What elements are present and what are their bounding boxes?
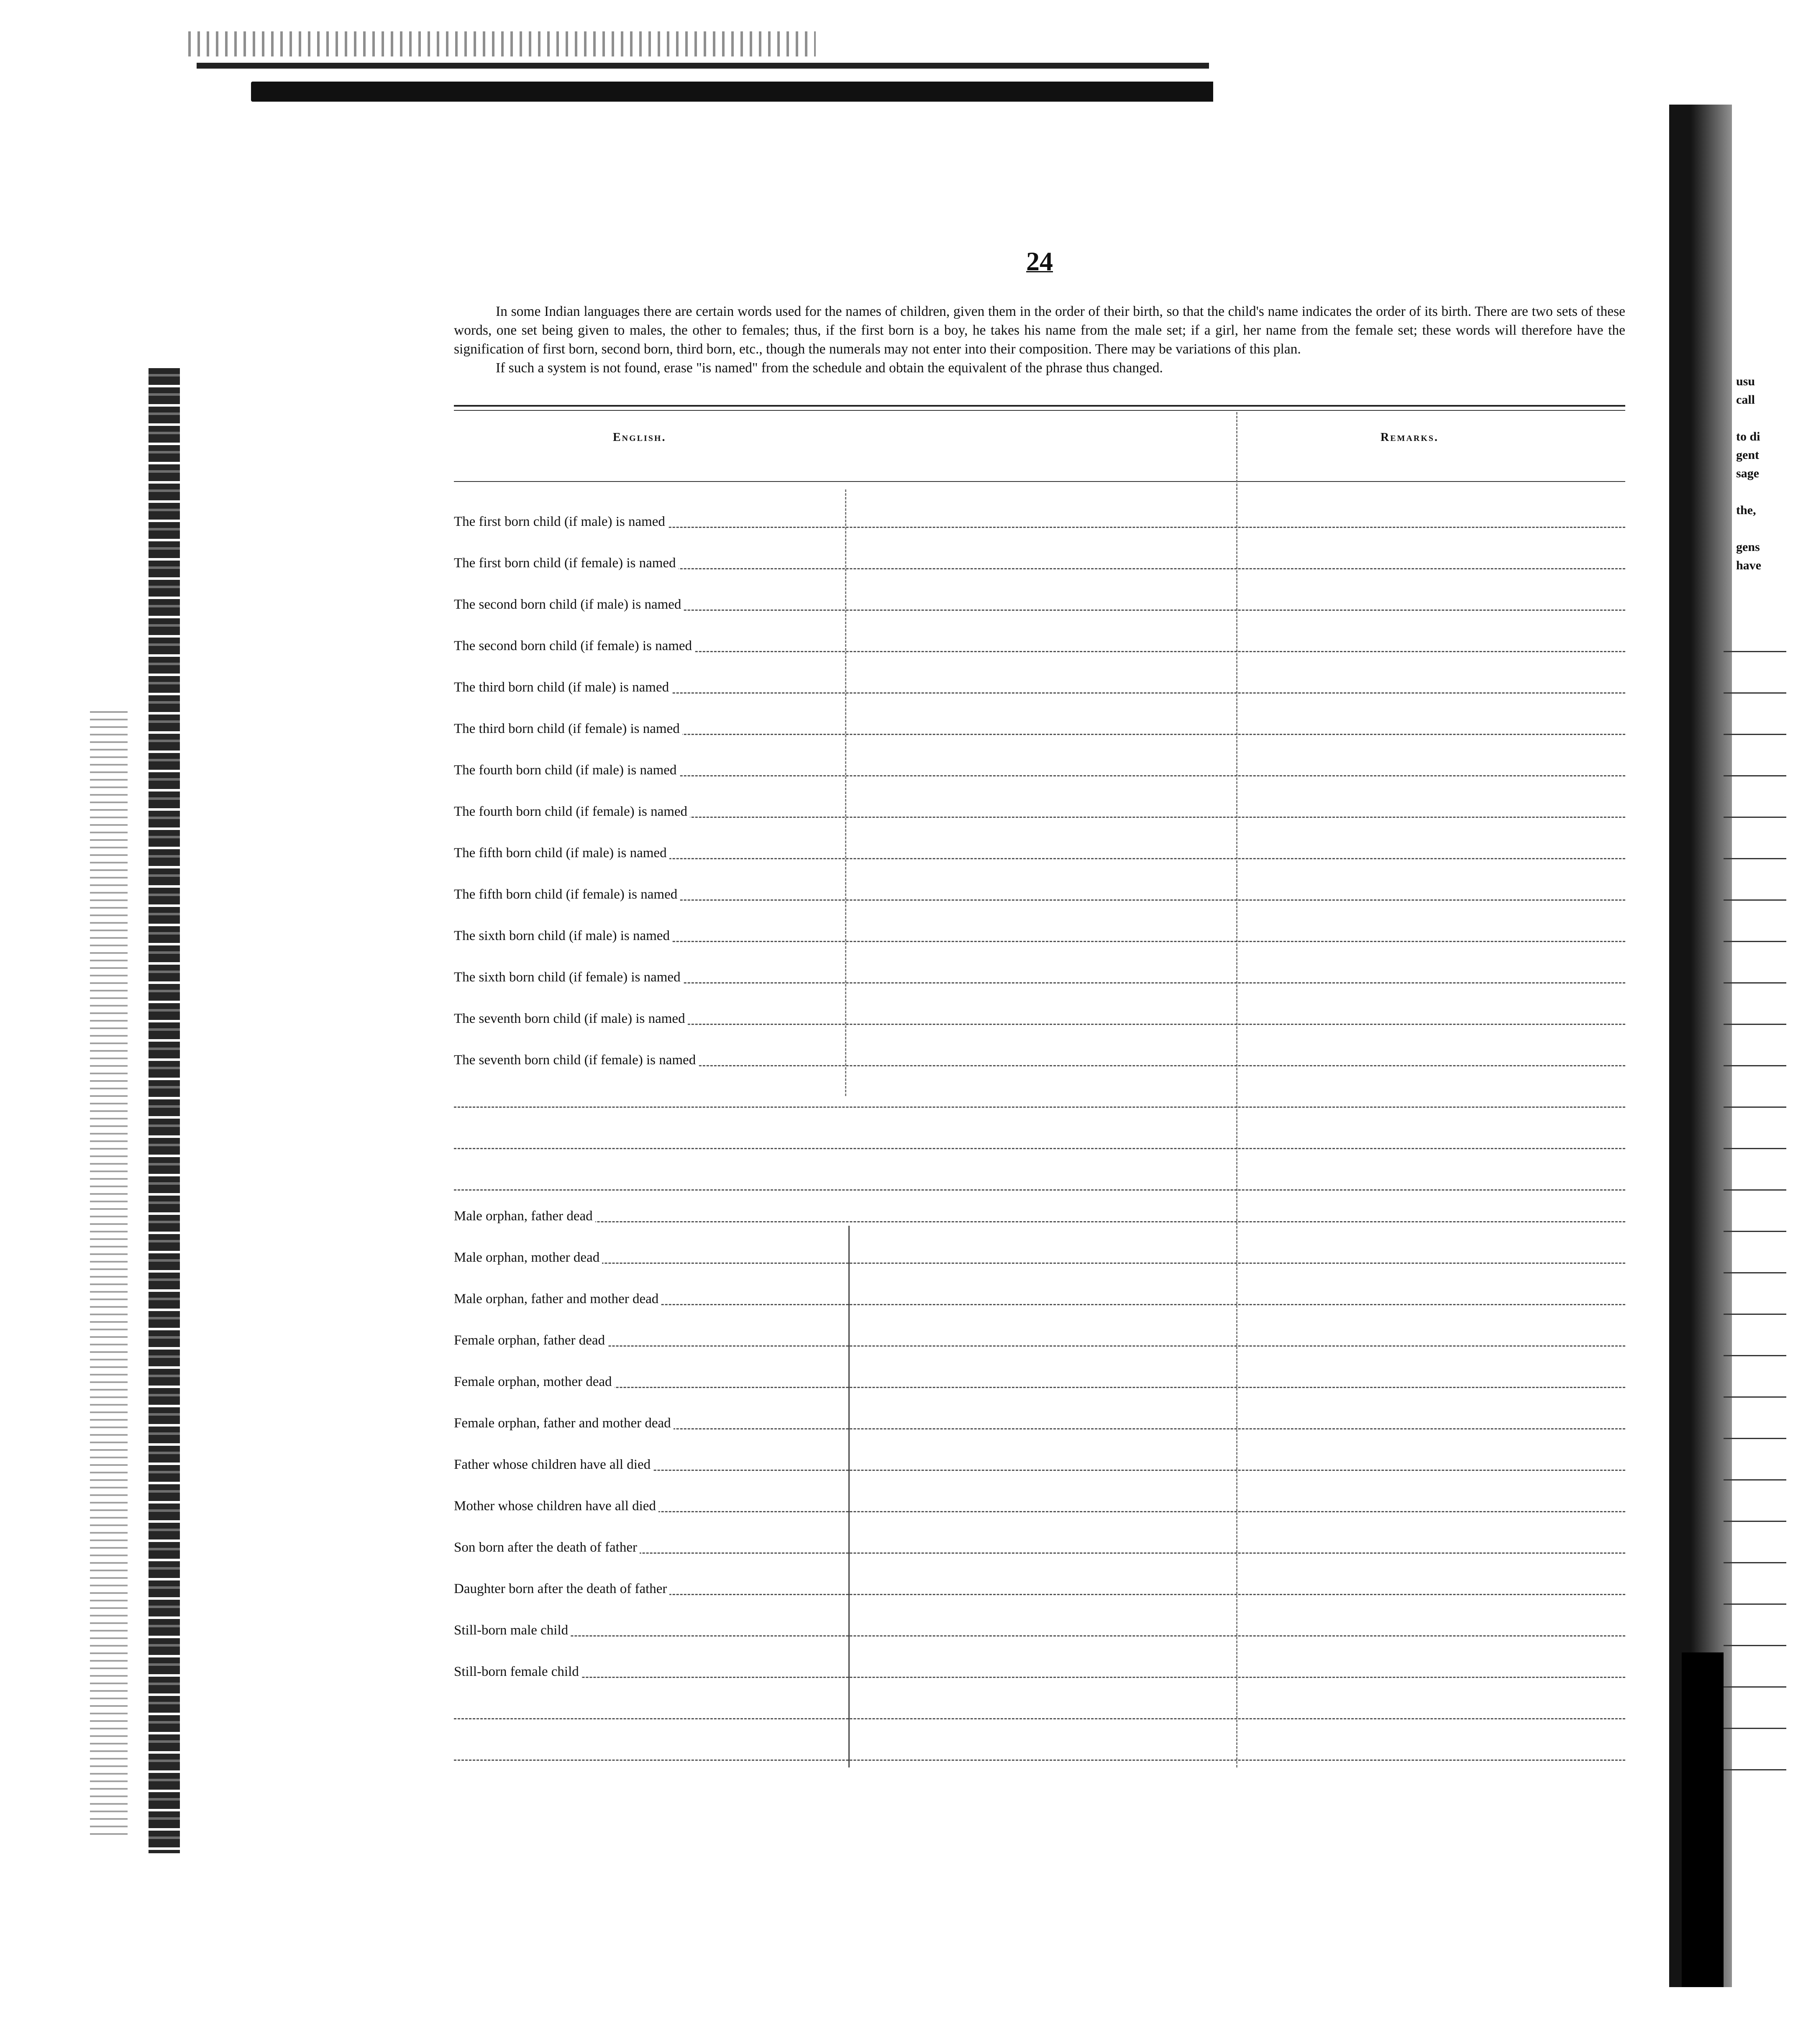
next-page-word — [1736, 409, 1790, 428]
table-row — [454, 991, 1625, 1032]
fill-line — [454, 1263, 1625, 1264]
scan-edge-shadow — [1682, 1652, 1724, 1987]
next-page-word: usu — [1736, 374, 1755, 388]
table-row — [454, 1354, 1625, 1396]
row-label: Male orphan, mother dead — [454, 1250, 602, 1265]
row-label: Male orphan, father dead — [454, 1209, 595, 1224]
table-row — [454, 1644, 1625, 1685]
row-label: Female orphan, father and mother dead — [454, 1416, 674, 1431]
table-row — [454, 1115, 1625, 1157]
fill-line — [454, 1760, 1625, 1761]
scan-edge-shadow — [197, 63, 1209, 69]
row-label: The first born child (if female) is named — [454, 556, 679, 571]
next-page-word: have — [1736, 558, 1761, 572]
row-label: The sixth born child (if female) is named — [454, 970, 683, 985]
table-row — [454, 1726, 1625, 1768]
row-label: Female orphan, father dead — [454, 1333, 607, 1348]
row-label: Still-born male child — [454, 1623, 571, 1638]
scan-edge-shadow — [90, 711, 128, 1841]
fill-line — [454, 1718, 1625, 1719]
row-label: The third born child (if female) is named — [454, 721, 682, 737]
row-label: The first born child (if male) is named — [454, 514, 668, 530]
table-row — [454, 618, 1625, 660]
next-page-word: gens — [1736, 540, 1760, 554]
fill-line — [454, 1148, 1625, 1149]
next-page-word — [1736, 520, 1790, 538]
row-label: Daughter born after the death of father — [454, 1581, 669, 1597]
row-label: The sixth born child (if male) is named — [454, 928, 672, 944]
row-label: The second born child (if female) is named — [454, 638, 694, 654]
intro-text — [454, 302, 1625, 377]
row-label: Male orphan, father and mother dead — [454, 1291, 661, 1307]
table-row — [454, 659, 1625, 701]
table-row — [454, 1073, 1625, 1115]
column-header-remarks: Remarks. — [1381, 431, 1439, 444]
table-row — [454, 1437, 1625, 1478]
next-page-word: the, — [1736, 503, 1756, 517]
table-row — [454, 908, 1625, 950]
table-row — [454, 825, 1625, 867]
fill-line — [454, 1221, 1625, 1222]
row-label: Female orphan, mother dead — [454, 1374, 615, 1390]
table-row — [454, 866, 1625, 908]
table-row — [454, 1312, 1625, 1354]
table-row — [454, 1229, 1625, 1271]
table-row — [454, 1519, 1625, 1561]
row-label: The fourth born child (if male) is named — [454, 763, 679, 778]
row-label: The third born child (if male) is named — [454, 680, 671, 695]
table-row — [454, 742, 1625, 784]
row-label: The fifth born child (if male) is named — [454, 845, 669, 861]
table-row — [454, 1478, 1625, 1520]
table-row — [454, 494, 1625, 535]
row-label: Mother whose children have all died — [454, 1498, 658, 1514]
table-row — [454, 784, 1625, 825]
row-label: The seventh born child (if female) is named — [454, 1053, 698, 1068]
row-label: The fifth born child (if female) is named — [454, 887, 680, 902]
fill-line — [454, 1387, 1625, 1388]
table-top-rule — [454, 405, 1625, 407]
table-row — [454, 1395, 1625, 1437]
scan-smudge — [188, 31, 816, 56]
table-row — [454, 949, 1625, 991]
intro-paragraph: In some Indian languages there are certain words used for the names of children, given them in the order of their birth, so that the child's name indicates the order of its birth. There are two sets of these words, one set being given to males, the other to females; thus, if the first born is a boy, he takes his name from the male set; if a girl, her name from the female set; these words will therefore have the signification of first born, second born, third born, etc., though the numerals may not enter into their composition. There may be variations of this plan. — [454, 304, 1625, 357]
scan-edge-shadow — [251, 82, 1213, 102]
row-label: Father whose children have all died — [454, 1457, 653, 1473]
fill-line — [454, 1677, 1625, 1678]
scan-edge-shadow — [149, 368, 180, 1853]
table-row — [454, 1271, 1625, 1313]
table-row — [454, 1602, 1625, 1644]
fill-line — [454, 1345, 1625, 1347]
table-row — [454, 1685, 1625, 1727]
table-row — [454, 701, 1625, 743]
header-bottom-rule — [454, 481, 1625, 482]
next-page-fragment — [1736, 372, 1790, 575]
intro-paragraph: If such a system is not found, erase "is named" from the schedule and obtain the equivalent of the phrase thus changed. — [496, 360, 1163, 376]
column-header-english: English. — [613, 431, 666, 444]
next-page-word — [1736, 483, 1790, 501]
row-label: The seventh born child (if male) is named — [454, 1011, 688, 1027]
fill-line — [454, 1107, 1625, 1108]
table-row — [454, 1188, 1625, 1230]
page-number: 24 — [1026, 246, 1053, 276]
row-label: The second born child (if male) is named — [454, 597, 684, 612]
fill-line — [454, 1635, 1625, 1637]
next-page-word: sage — [1736, 466, 1759, 480]
table-row — [454, 1032, 1625, 1074]
next-page-word: gent — [1736, 448, 1759, 462]
row-label: Still-born female child — [454, 1664, 581, 1680]
table-row — [454, 576, 1625, 618]
table-row — [454, 1561, 1625, 1603]
next-page-ruled-lines — [1724, 611, 1786, 1782]
next-page-word: to di — [1736, 430, 1760, 443]
table-row — [454, 535, 1625, 577]
table-top-rule — [454, 410, 1625, 411]
next-page-word: call — [1736, 393, 1755, 407]
row-label: Son born after the death of father — [454, 1540, 640, 1555]
row-label: The fourth born child (if female) is named — [454, 804, 690, 820]
